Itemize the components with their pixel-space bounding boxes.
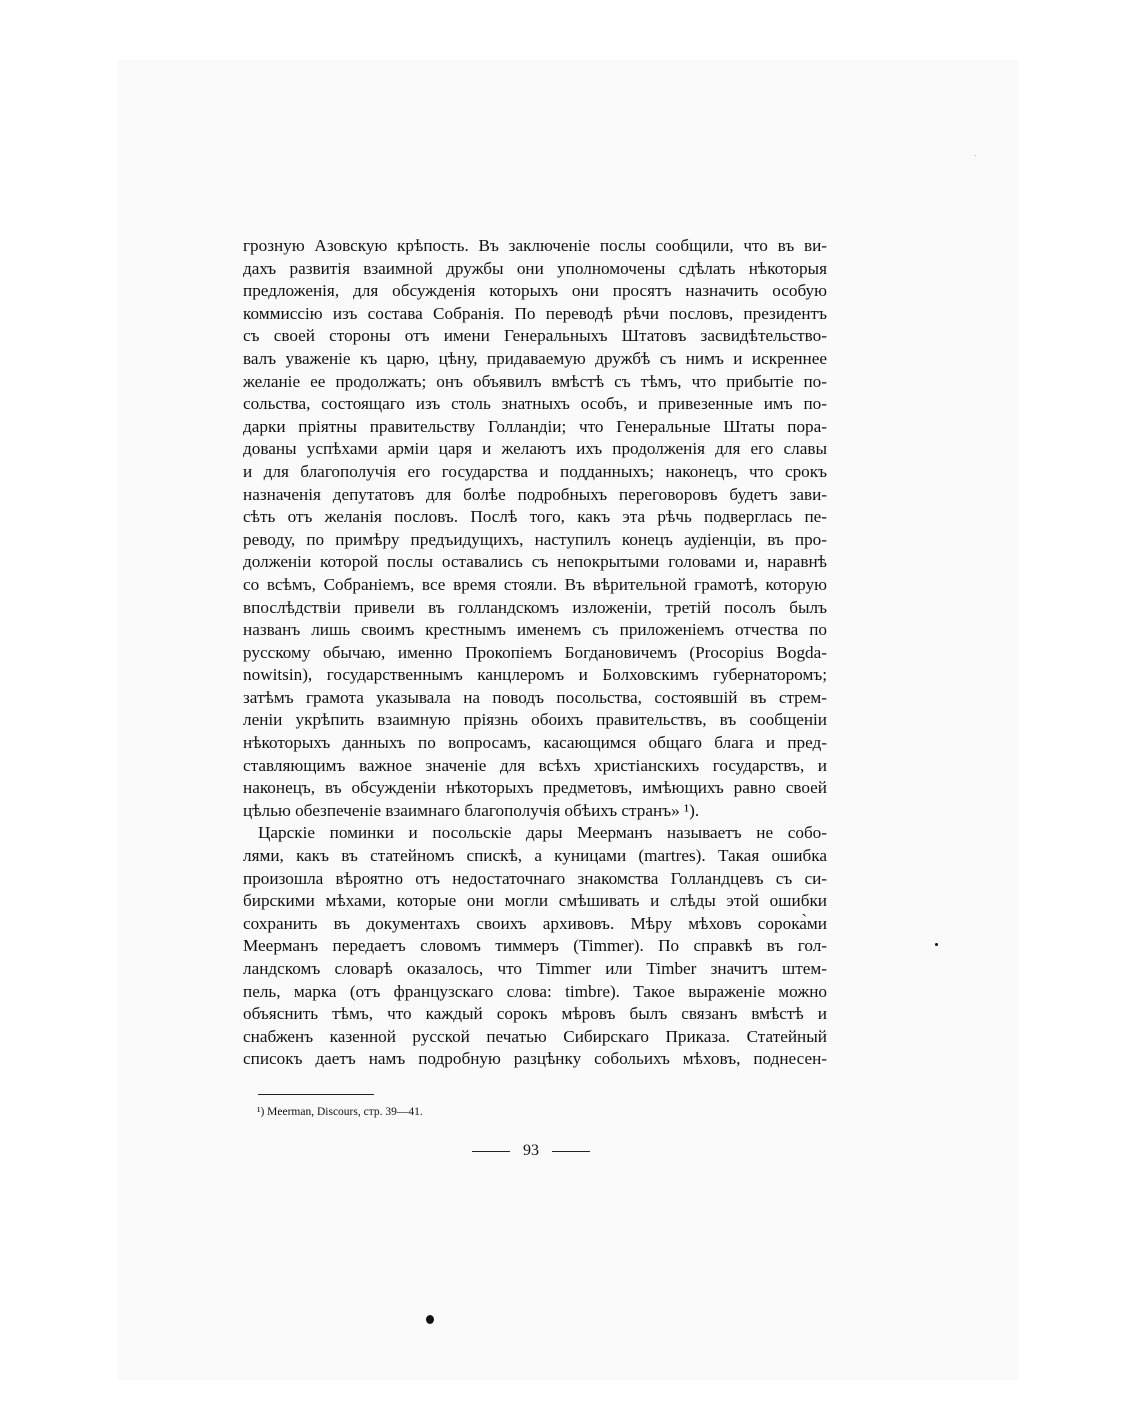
text-line: назначенія депутатовъ для болѣе подробныхъ переговоровъ будетъ зави- xyxy=(243,484,827,504)
text-line: долженіи которой послы оставались съ непокрытыми головами и, наравнѣ xyxy=(243,552,827,572)
text-line: реводу, по примѣру предъидущихъ, наступилъ конецъ аудіенціи, въ про- xyxy=(243,529,827,549)
text-line: произошла вѣроятно отъ недостаточнаго знакомства Голландцевъ съ си- xyxy=(243,868,827,888)
text-line: сохранить въ документахъ своихъ архивовъ. Мѣру мѣховъ сорока̀ми xyxy=(243,913,827,933)
text-line: цѣлью обезпеченіе взаимнаго благополучія обѣихъ странъ» ¹). xyxy=(243,800,700,820)
text-line: ставляющимъ важное значеніе для всѣхъ христіанскихъ государствъ, и xyxy=(243,755,827,775)
text-line: и для благополучія его государства и подданныхъ; наконецъ, что срокъ xyxy=(243,461,827,481)
text-line: nowitsin), государственнымъ канцлеромъ и Болховскимъ губернаторомъ; xyxy=(243,665,827,685)
text-line: съ своей стороны отъ имени Генеральныхъ Штатовъ засвидѣтельство- xyxy=(243,326,827,346)
text-line: русскому обычаю, именно Прокопіемъ Богдановичемъ (Procopius Bogda- xyxy=(243,642,827,662)
text-line: леніи укрѣпить взаимную пріязнь обоихъ правительствъ, въ сообщеніи xyxy=(243,710,827,730)
text-line: грозную Азовскую крѣпость. Въ заключеніе послы сообщили, что въ ви- xyxy=(243,236,827,255)
text-line: сольства, состоящаго изъ столь знатныхъ особъ, и привезенные имъ по- xyxy=(243,394,827,414)
page-number-value: 93 xyxy=(523,1142,539,1159)
text-line: наконецъ, въ обсужденіи нѣкоторыхъ предметовъ, имѣющихъ равно своей xyxy=(243,778,827,798)
text-line: объяснить тѣмъ, что каждый сорокъ мѣровъ былъ связанъ вмѣстѣ и xyxy=(243,1004,827,1024)
text-line: Царскіе поминки и посольскіе дары Меерманъ называетъ не собо- xyxy=(258,823,827,843)
text-line: бирскими мѣхами, которые они могли смѣшивать и слѣды этой ошибки xyxy=(243,891,827,911)
text-line: снабженъ казенной русской печатью Сибирскаго Приказа. Статейный xyxy=(243,1026,827,1046)
text-line: со всѣмъ, Собраніемъ, все время стояли. Въ вѣрительной грамотѣ, которую xyxy=(243,574,827,594)
text-line: дахъ развитія взаимной дружбы они уполномочены сдѣлать нѣкоторыя xyxy=(243,258,827,278)
text-line: впослѣдствіи привели въ голландскомъ изложеніи, третій посолъ былъ xyxy=(243,597,827,617)
text-line: предложенія, для обсужденія которыхъ они просятъ назначить особую xyxy=(243,281,827,301)
text-line: валъ уваженіе къ царю, цѣну, придаваемую дружбѣ съ нимъ и искреннее xyxy=(243,348,827,368)
text-line: ландскомъ словарѣ оказалось, что Timmer или Timber значитъ штем- xyxy=(243,959,827,978)
text-line: дарки пріятны правительству Голландіи; что Генеральные Штаты пора- xyxy=(243,416,827,436)
ink-spot xyxy=(426,1315,434,1324)
footnote: ¹) Meerman, Discours, стр. 39—41. xyxy=(257,1106,423,1118)
ink-spot xyxy=(975,155,976,156)
page-number-dash-right xyxy=(552,1151,590,1152)
page-number xyxy=(472,1140,590,1162)
text-line: коммиссію изъ состава Собранія. По переводѣ рѣчи пословъ, президентъ xyxy=(243,303,827,323)
text-line: названъ лишь своимъ крестнымъ именемъ съ приложеніемъ отчества по xyxy=(243,620,827,640)
text-line: желаніе ее продолжать; онъ объявилъ вмѣстѣ съ тѣмъ, что прибытіе по- xyxy=(243,371,827,391)
text-line: нѣкоторыхъ данныхъ по вопросамъ, касающимся общаго блага и пред- xyxy=(243,733,827,753)
text-line: дованы успѣхами арміи царя и желаютъ ихъ продолженія для его славы xyxy=(243,439,827,459)
text-line: пель, марка (отъ французскаго слова: timbre). Такое выраженіе можно xyxy=(243,981,827,1001)
footnote-rule xyxy=(258,1094,374,1095)
text-line: сѣть отъ желанія пословъ. Послѣ того, какъ эта рѣчь подверглась пе- xyxy=(243,507,827,527)
text-line: Меерманъ передаетъ словомъ тиммеръ (Timmer). По справкѣ въ гол- xyxy=(243,936,827,956)
page-number-dash-left xyxy=(472,1151,510,1152)
text-line: затѣмъ грамота указывала на поводъ посольства, состоявшій въ стрем- xyxy=(243,687,827,707)
ink-spot xyxy=(935,943,938,946)
body-text xyxy=(243,235,827,1071)
text-line: списокъ даетъ намъ подробную разцѣнку собольихъ мѣховъ, поднесен- xyxy=(243,1049,827,1069)
text-line: лями, какъ въ статейномъ спискѣ, а куницами (martres). Такая ошибка xyxy=(243,846,827,866)
